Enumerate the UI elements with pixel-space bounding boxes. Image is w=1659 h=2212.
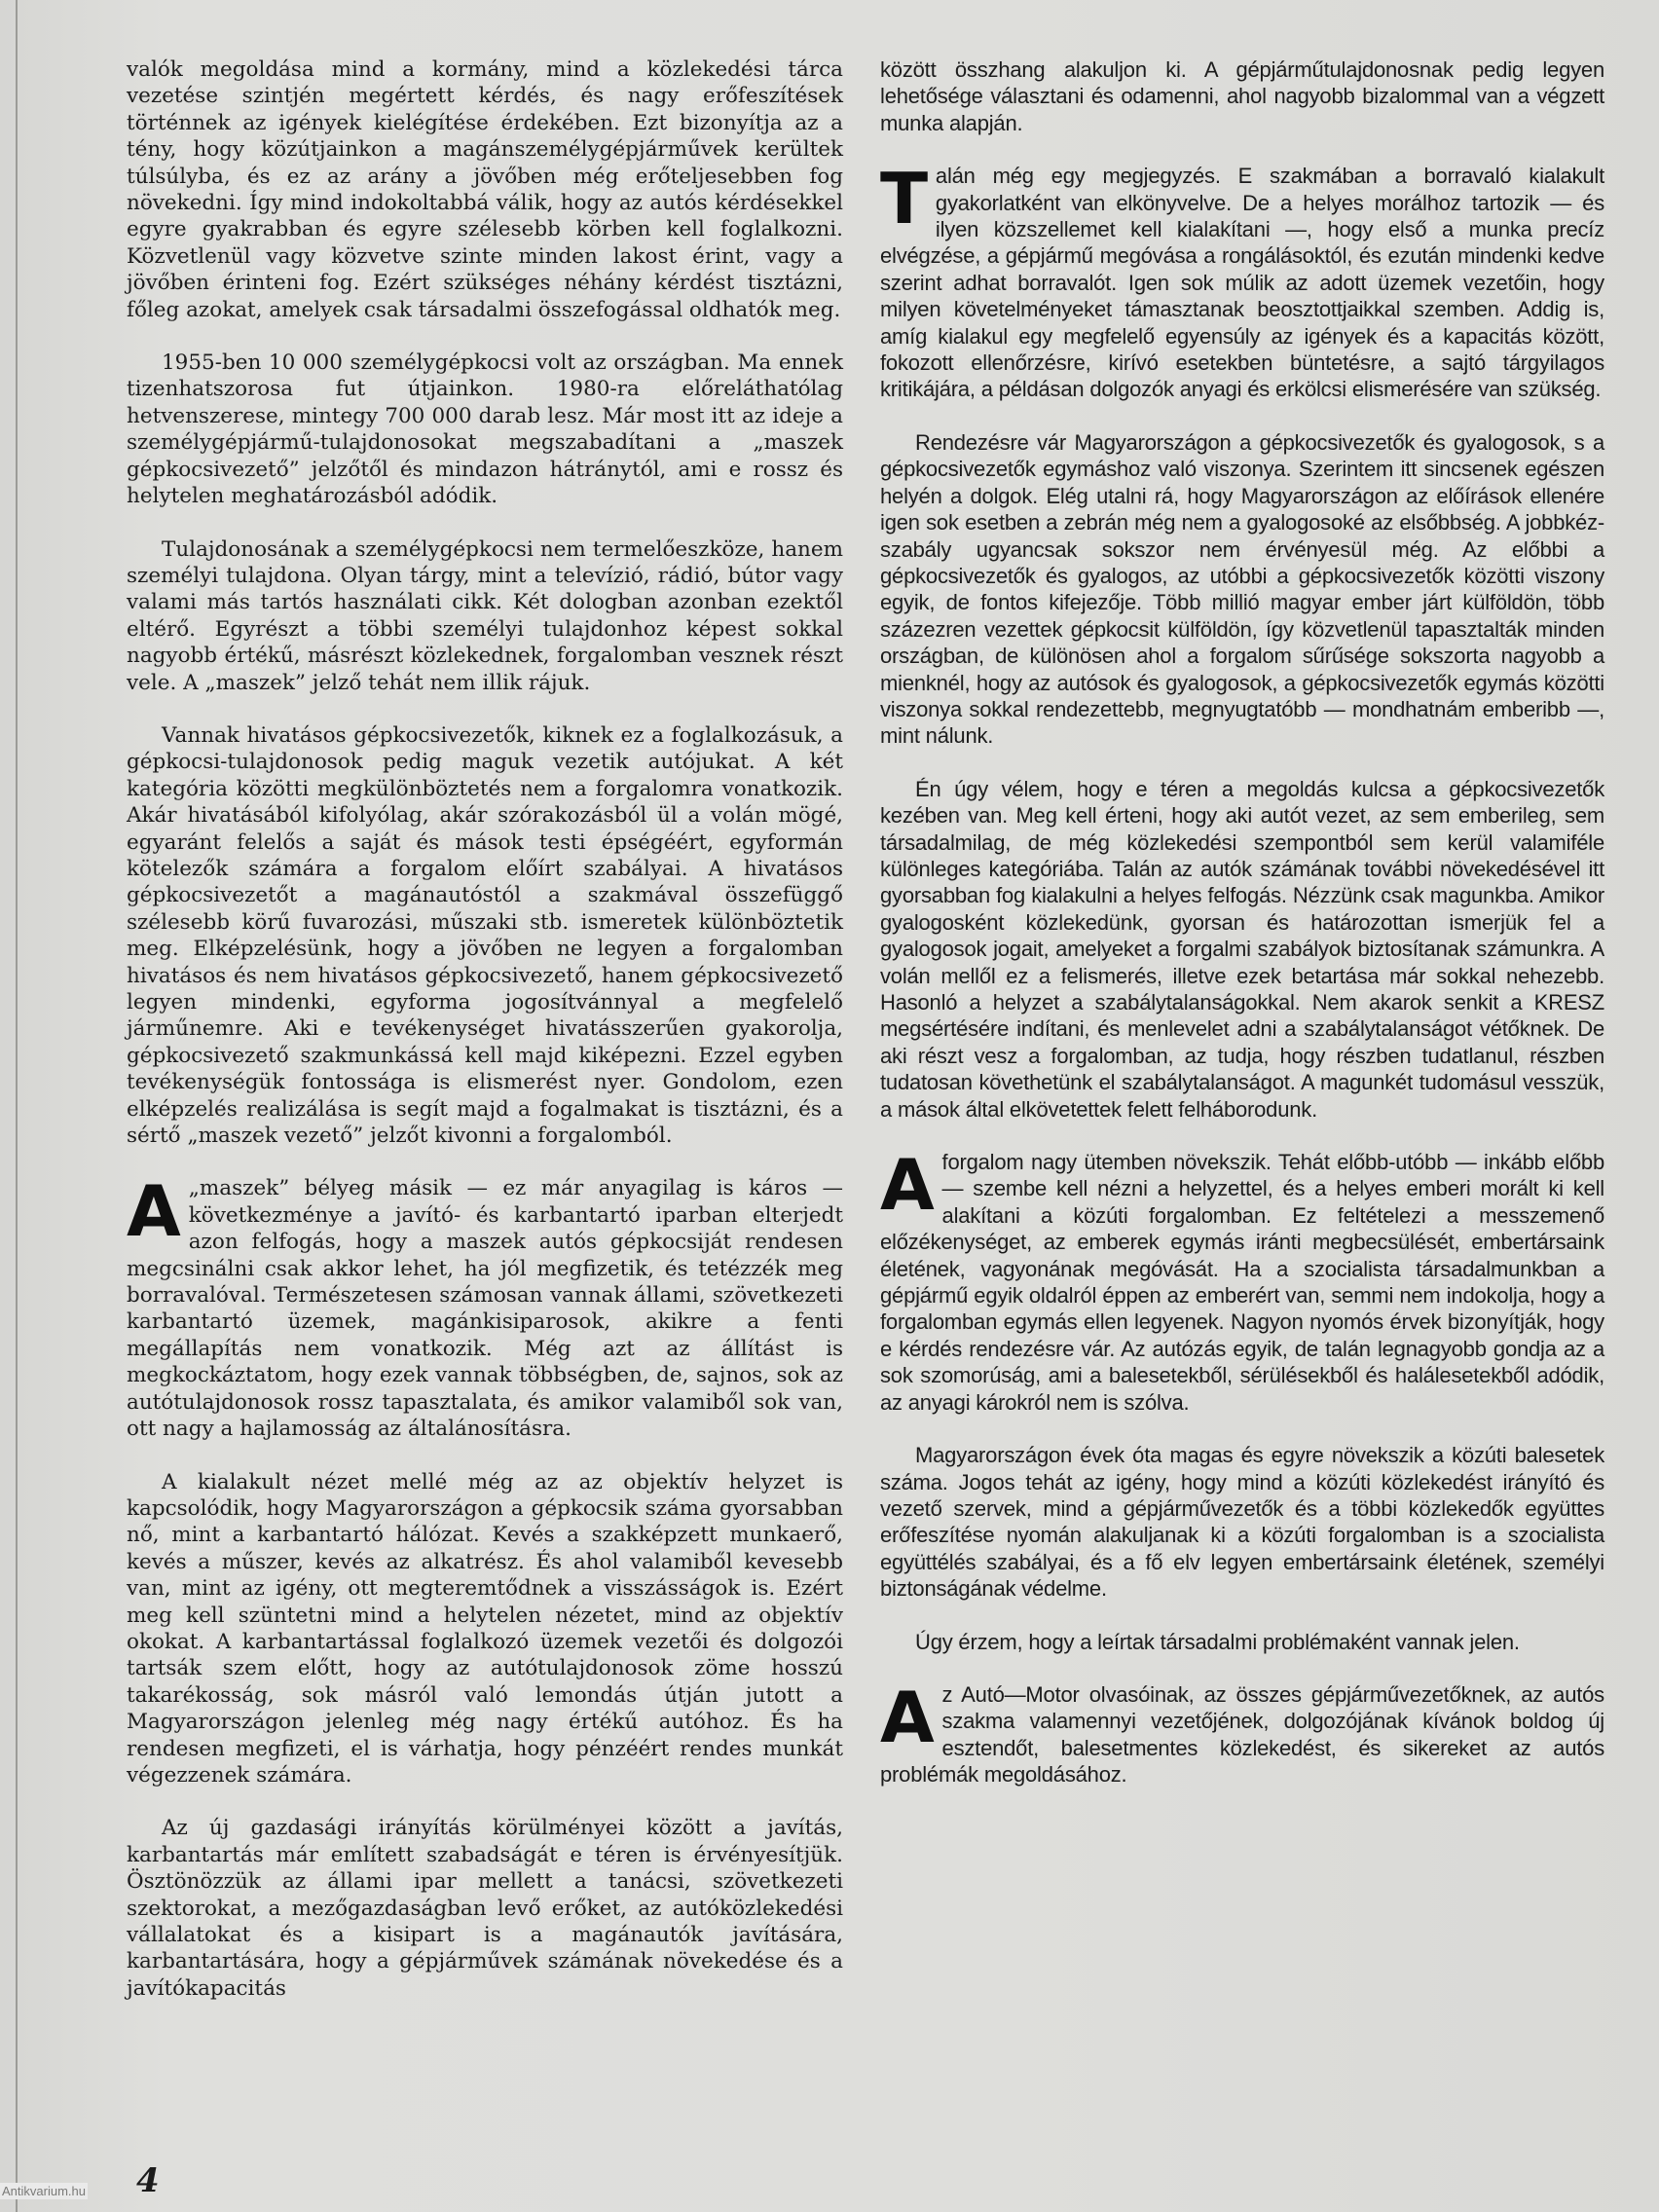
paragraph-with-dropcap: [127, 1170, 843, 1442]
paragraph: Magyarországon évek óta magas és egyre növekszik a közúti balesetek száma. Jogos tehát az igény, hogy mind a közúti közlekedést irányító és vezető szervek, mind a gépjárművezetők és a többi közlekedők együttes erőfeszítése nyomán alakuljanak ki a közúti forgalomban is a szocialista együttélés szabályai, és a fő elv legyen embertársaink életének, személyi biztonságának védelme.: [880, 1443, 1604, 1602]
paragraph: A kialakult nézet mellé még az az objektív helyzet is kapcsolódik, hogy Magyarországon a gépkocsik száma gyorsabban nő, mint a karbantartó hálózat. Kevés a szakképzett munkaerő, kevés a műszer, kevés az alkatrész. És ahol valamiből kevesebb van, mint az igény, ott megteremtődnek a visszásságok is. Ezért meg kell szüntetni mind a helytelen nézetet, mind az objektív okokat. A karbantartással foglalkozó üzemek vezetői és dolgozói tartsák szem előtt, hogy az autótulajdonosok zöme hosszú takarékosság, sok másról való lemondás útján jutott a Magyarországon jelenleg még nagy értékű autóhoz. És ha rendesen megfizeti, el is várhatja, hogy pénzéért rendes munkát végezzenek számára.: [127, 1469, 843, 1788]
paragraph-text: forgalom nagy ütemben növekszik. Tehát előbb-utóbb — inkább előbb — szembe kell nézni a helyzettel, és a helyes emberi morált ki kell alakítani a közúti forgalomban. Ez feltételezi a messzemenő előzékenységet, az emberek egymás iránti megbecsülését, embertársaink életének, vagyonának megóvását. Ha a szocialista társadalmunkban a gépjármű egyik oldalról éppen az emberért van, semmi nem indokolja, hogy a forgalomban egymás ellen legyenek. Nagyon nyomós érvek bizonyítják, hogy e kérdés rendezésre vár. Az autózás egyik, de talán legnagyobb gondja az a sok szomorúság, ami a balesetekből, sérülésekből és halálesetekből adódik, az anyagi károkról nem is szólva.: [880, 1150, 1604, 1415]
paragraph: valók megoldása mind a kormány, mind a közlekedési tárca vezetése szintjén megértett kérdés, és nagy erőfeszítések történnek az igények kielégítése érdekében. Ezt bizonyítja az a tény, hogy közútjainkon a magánszemélygépjárművek kerültek túlsúlyba, és ez az arány a jövőben még erőteljesebben fog növekedni. Így mind indokoltabbá válik, hogy az autós kérdésekkel egyre gyakrabban és egyre szélesebb körben kell foglalkozni. Közvetlenül vagy közvetve szinte minden lakost érint, vagy a jövőben érinteni fog. Ezért szükséges néhány kérdést tisztázni, főleg azokat, amelyek csak társadalmi összefogással oldhatók meg.: [127, 57, 843, 322]
paragraph: 1955-ben 10 000 személygépkocsi volt az országban. Ma ennek tizenhatszorosa fut útjainkon. 1980-ra előreláthatólag hetvenszerese, mintegy 700 000 darab lesz. Már most itt az ideje a személygépjármű-tulajdonosokat megszabadítani a „maszek gépkocsivezető” jelzőtől és mindazon hátránytól, ami e rossz és helytelen meghatározásból adódik.: [127, 350, 843, 509]
paragraph-with-dropcap: [880, 1676, 1604, 1788]
drop-cap: A: [880, 1144, 935, 1227]
paragraph: Én úgy vélem, hogy e téren a megoldás kulcsa a gépkocsivezetők kezében van. Meg kell érteni, hogy aki autót vezet, az sem emberileg, sem társadalmilag, de még közlekedési szempontból sem kerül valamiféle különleges kategóriába. Talán az autók számának további növekedésével itt gyorsabban fog kialakulni a helyes felfogás. Nézzünk csak magunkba. Amikor gyalogosként közlekedünk, gyorsan és határozottan ismerjük fel a gyalogosok jogait, amelyeket a forgalmi szabályok biztosítanak számunkra. A volán mellől ez a felismerés, illetve ezek betartása már sokkal nehezebb. Hasonló a helyzet a szabálytalanságokkal. Nem akarok senkit a KRESZ megsértésére indítani, és menlevelet adni a szabálytalanságot vétőknek. De aki részt vesz a forgalomban, az tudja, hogy részben tudatlanul, részben tudatosan követhetünk el szabálytalanságot. A magunkét tudomásul vesszük, a mások által elkövetettek felett felháborodunk.: [880, 776, 1604, 1122]
paragraph: között összhang alakuljon ki. A gépjárműtulajdonosnak pedig legyen lehetősége választani és odamenni, ahol nagyobb bizalommal van a végzett munka alapján.: [880, 57, 1604, 135]
drop-cap: T: [880, 158, 928, 240]
drop-cap: A: [880, 1676, 935, 1758]
page-number: 4: [136, 2161, 160, 2200]
paragraph: Tulajdonosának a személygépkocsi nem termelőeszköze, hanem személyi tulajdona. Olyan tárgy, mint a televízió, rádió, bútor vagy valami más tartós használati cikk. Két dologban azonban ezektől eltérő. Egyrészt a többi személyi tulajdonhoz képest sokkal nagyobb értékű, másrészt közlekednek, forgalomban vesznek részt vele. A „maszek” jelző tehát nem illik rájuk.: [127, 536, 843, 695]
paragraph-with-dropcap: [880, 1144, 1604, 1416]
paragraph-text: z Autó—Motor olvasóinak, az összes gépjárművezetőknek, az autós szakma valamennyi vezetőjének, dolgozójának kívánok boldog új esztendőt, balesetmentes közlekedést, és sikereket az autós problémák megoldásához.: [880, 1681, 1604, 1788]
watermark: Antikvarium.hu: [2, 2184, 86, 2198]
page-binding-edge: [16, 0, 18, 2212]
drop-cap: A: [127, 1170, 181, 1253]
paragraph: Rendezésre vár Magyarországon a gépkocsivezetők és gyalogosok, s a gépkocsivezetők egymáshoz való viszonya. Szerintem itt sincsenek egészen helyén a dolgok. Elég utalni rá, hogy Magyarországon az előírások ellenére igen sok esetben a zebrán még nem a gyalogosoké az elsőbbség. A jobbkéz-szabály ugyancsak sokszor nem érvényesül még. Az előbbi a gépkocsivezetők és gyalogos, az utóbbi a gépkocsivezetők közötti viszony egyik, de fontos kifejezője. Több millió magyar ember járt külföldön, több százezren vezettek gépkocsit külföldön, így közvetlenül tapasztalták minden országban, de különösen ahol a forgalom sűrűsége sokszorta nagyobb a mienknél, hogy az autósok és gyalogosok, a gépkocsivezetők egymás közötti viszonya sokkal rendezettebb, megnyugtatóbb — mondhatnám emberibb —, mint nálunk.: [880, 429, 1604, 749]
left-column: [127, 56, 843, 2028]
paragraph-text: „maszek” bélyeg másik — ez már anyagilag is káros — következménye a javító- és karbantartó iparban elterjedt azon felfogás, hogy a maszek autós gépkocsiját rendesen megcsinálni csak akkor lehet, ha jól megfizetik, és tetézzék meg borravalóval. Természetesen számosan vannak állami, szövetkezeti karbantartó üzemek, magánkisiparosok, akikre a fenti megállapítás nem vonatkozik. Még azt az állítást is megkockáztatom, hogy ezek vannak többségben, de, sajnos, sok az autótulajdonosok rossz tapasztalata, és amikor valamiből sok van, ott nagy a hajlamosság az általánosításra.: [127, 1176, 843, 1442]
paragraph: Úgy érzem, hogy a leírtak társadalmi problémaként vannak jelen.: [915, 1629, 1520, 1654]
paragraph: Vannak hivatásos gépkocsivezetők, kiknek ez a foglalkozásuk, a gépkocsi-tulajdonosok pedig maguk vezetik autójukat. A két kategória közötti megkülönböztetés nem a forgalomra vonatkozik. Akár hivatásából kifolyólag, akár szórakozásból ül a volán mögé, egyaránt felelős a saját és mások testi épségéért, egyformán kötelezők számára a forgalom előírt szabályai. A hivatásos gépkocsivezetőt a magánautóstól a szakmával összefüggő szélesebb körű fuvarozási, műszaki stb. ismeretek különböztetik meg. Elképzelésünk, hogy a jövőben ne legyen a forgalomban hivatásos és nem hivatásos gépkocsivezető, hanem gépkocsivezető legyen mindenki, egyforma jogosítvánnyal a megfelelő járműnemre. Aki e tevékenységet hivatásszerűen gyakorolja, gépkocsivezető szakmunkássá kell majd kiképezni. Ezzel egyben tevékenységük fontossága is elismerést nyer. Gondolom, ezen elképzelés realizálása is segít majd a fogalmakat is tisztázni, és a sértő „maszek vezető” jelzőt kivonni a forgalomból.: [127, 722, 843, 1149]
paragraph-with-dropcap: [880, 158, 1604, 403]
paragraph: Az új gazdasági irányítás körülményei között a javítás, karbantartás már említett szabadságát e téren is érvényesítjük. Ösztönözzük az állami ipar mellett a tanácsi, szövetkezeti szektorokat, a mezőgazdaságban levő erőket, az autóközlekedési vállalatokat és a kisipart is a magánautók javítására, karbantartására, hogy a gépjárművek számának növekedése és a javítókapacitás: [127, 1816, 843, 2001]
right-column: [880, 56, 1604, 1815]
paragraph-text: alán még egy megjegyzés. E szakmában a borravaló kialakult gyakorlatként van elkönyvelve. De a helyes morálhoz tartozik — és ilyen közszellemet kell kialakítani —, hogy első a munka precíz elvégzése, a gépjármű megóvása a rongálásoktól, és ezután mindenki kedve szerint adhat borravalót. Igen sok múlik az adott üzemek vezetőin, hogy milyen követelményeket támasztanak beosztottjaikkal szemben. Addig is, amíg kialakul egy megfelelő egyensúly az igények és a kapacitás között, fokozott ellenőrzésre, kirívó esetekben büntetésre, a sajtó tárgyilagos kritikájára, a példásan dolgozók anyagi és erkölcsi elismerésére van szükség.: [880, 164, 1604, 402]
